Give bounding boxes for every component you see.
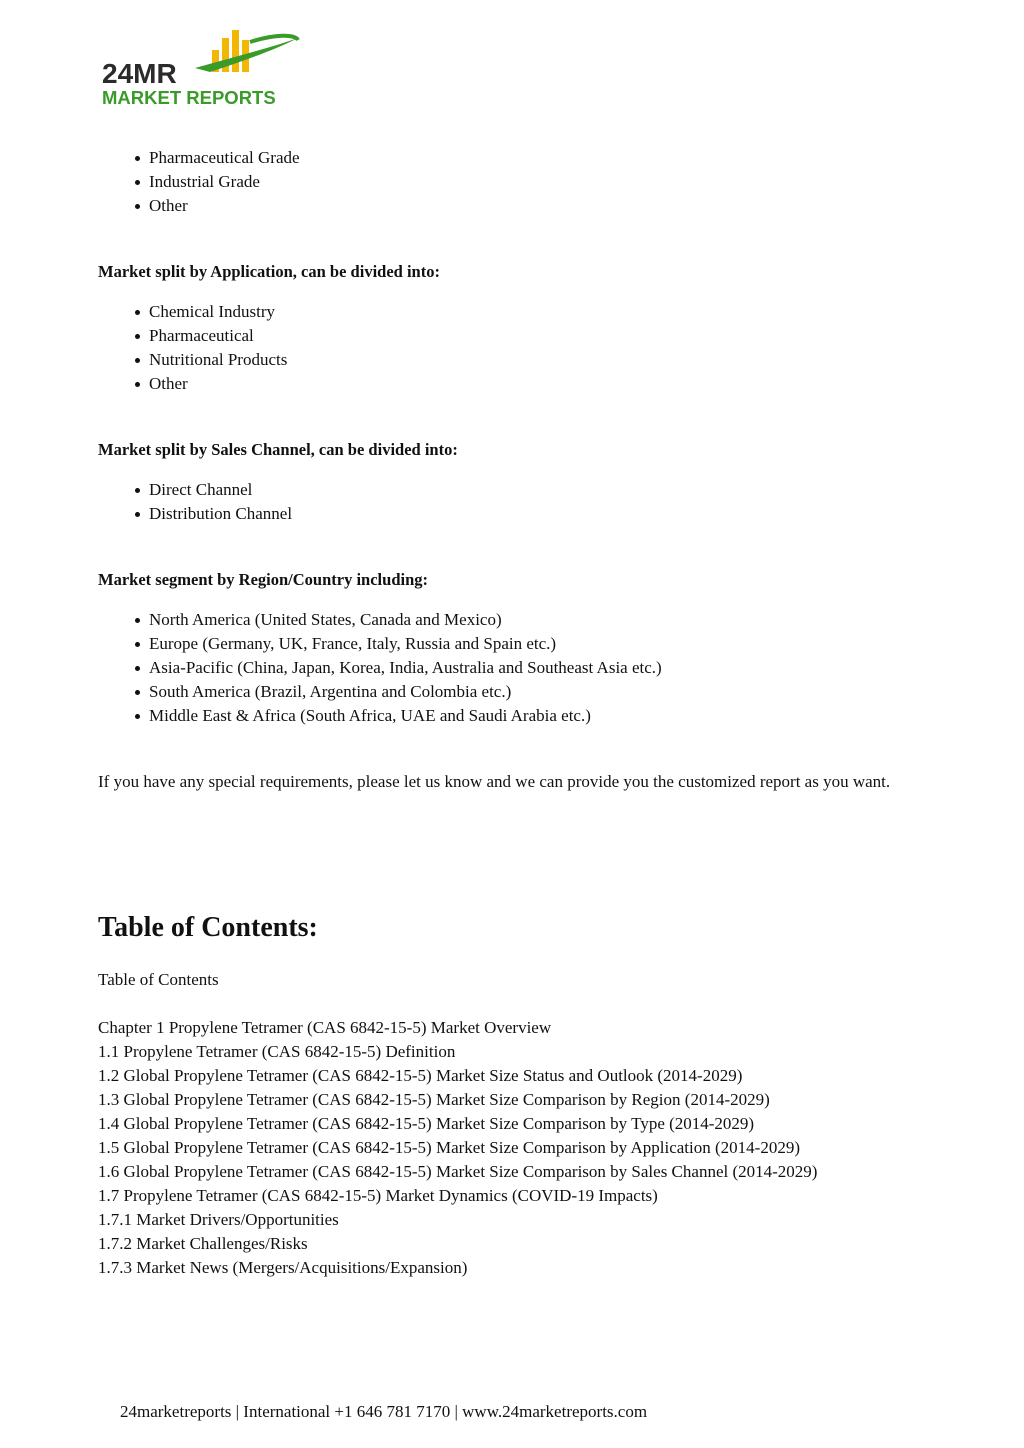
toc-entry: 1.7.1 Market Drivers/Opportunities	[98, 1210, 339, 1229]
sales-channel-list-item: Distribution Channel	[149, 502, 928, 526]
region-list-item: Europe (Germany, UK, France, Italy, Russia and Spain etc.)	[149, 632, 928, 656]
region-list-item: Asia-Pacific (China, Japan, Korea, India, Australia and Southeast Asia etc.)	[149, 656, 928, 680]
region-list-item: Middle East & Africa (South Africa, UAE and Saudi Arabia etc.)	[149, 704, 928, 728]
application-heading: Market split by Application, can be divided into:	[98, 262, 440, 281]
toc-list	[98, 1016, 817, 1280]
type-list-item: Industrial Grade	[149, 170, 928, 194]
application-list-item: Nutritional Products	[149, 348, 928, 372]
application-list-item: Other	[149, 372, 928, 396]
region-list	[98, 608, 928, 728]
toc-entry: Chapter 1 Propylene Tetramer (CAS 6842-15-5) Market Overview	[98, 1018, 552, 1037]
type-list	[98, 146, 928, 218]
application-list-item: Pharmaceutical	[149, 324, 928, 348]
toc-entry: 1.2 Global Propylene Tetramer (CAS 6842-15-5) Market Size Status and Outlook (2014-2029)	[98, 1066, 743, 1085]
toc-entry: 1.7.3 Market News (Mergers/Acquisitions/Expansion)	[98, 1258, 468, 1277]
toc-entry: 1.3 Global Propylene Tetramer (CAS 6842-15-5) Market Size Comparison by Region (2014-2029)	[98, 1090, 770, 1109]
region-heading: Market segment by Region/Country including:	[98, 570, 428, 589]
sales-channel-list	[98, 478, 928, 526]
toc-title: Table of Contents:	[98, 912, 318, 943]
company-logo	[100, 28, 310, 108]
report-body	[98, 146, 928, 794]
logo-graphic	[100, 28, 310, 108]
region-list-item: South America (Brazil, Argentina and Colombia etc.)	[149, 680, 928, 704]
logo-brand-bottom: MARKET REPORTS	[102, 87, 276, 108]
region-list-item: North America (United States, Canada and Mexico)	[149, 608, 928, 632]
type-list-item: Pharmaceutical Grade	[149, 146, 928, 170]
application-list-item: Chemical Industry	[149, 300, 928, 324]
logo-brand-top: 24MR	[102, 58, 177, 89]
page-footer: 24marketreports | International +1 646 781 7170 | www.24marketreports.com	[120, 1402, 648, 1421]
sales-channel-heading: Market split by Sales Channel, can be divided into:	[98, 440, 458, 459]
toc-subtitle: Table of Contents	[98, 970, 219, 989]
type-list-item: Other	[149, 194, 928, 218]
toc-entry: 1.1 Propylene Tetramer (CAS 6842-15-5) Definition	[98, 1042, 456, 1061]
application-list	[98, 300, 928, 396]
toc-entry: 1.7.2 Market Challenges/Risks	[98, 1234, 308, 1253]
toc-entry: 1.4 Global Propylene Tetramer (CAS 6842-15-5) Market Size Comparison by Type (2014-2029)	[98, 1114, 755, 1133]
toc-entry: 1.5 Global Propylene Tetramer (CAS 6842-15-5) Market Size Comparison by Application (2014-2029)	[98, 1138, 800, 1157]
custom-requirements-note: If you have any special requirements, please let us know and we can provide you the customized report as you want.	[98, 772, 891, 791]
toc-entry: 1.6 Global Propylene Tetramer (CAS 6842-15-5) Market Size Comparison by Sales Channel (2014-2029)	[98, 1162, 818, 1181]
toc-entry: 1.7 Propylene Tetramer (CAS 6842-15-5) Market Dynamics (COVID-19 Impacts)	[98, 1186, 658, 1205]
sales-channel-list-item: Direct Channel	[149, 478, 928, 502]
